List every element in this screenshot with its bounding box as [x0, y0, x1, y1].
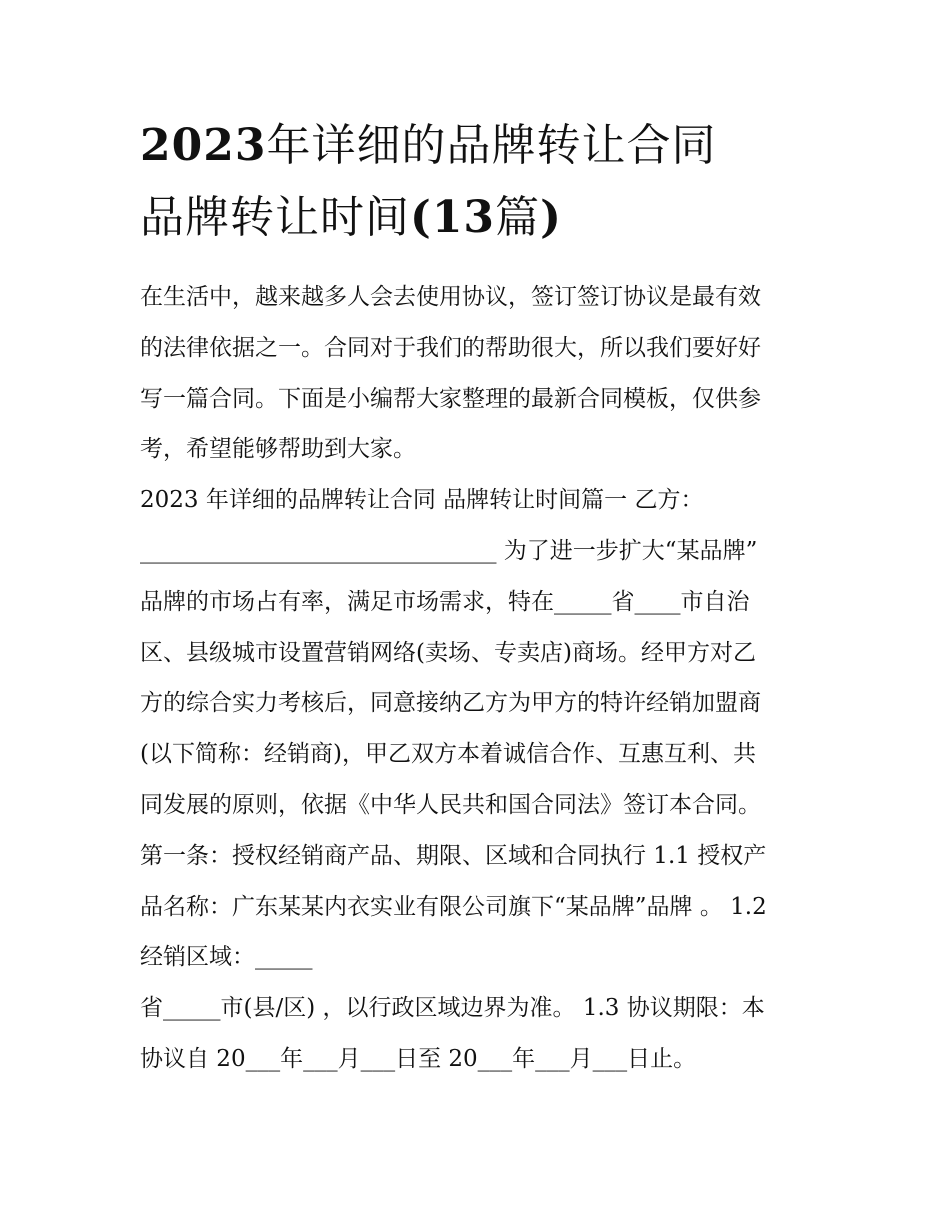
title-year: 2023 [140, 120, 267, 171]
text-line: 的法律依据之一。合同对于我们的帮助很大，所以我们要好好 [140, 334, 761, 361]
title-count-close: ) [540, 192, 562, 243]
text-line: 在生活中，越来越多人会去使用协议，签订签订协议是最有效 [140, 284, 761, 310]
term-paragraph [140, 983, 820, 1085]
text-line: 方的综合实力考核后，同意接纳乙方为甲方的特许经销加盟商 [140, 690, 761, 717]
document-page [140, 110, 820, 1085]
title-text-1: 年详细的品牌转让合同 [266, 120, 717, 171]
document-title [140, 110, 820, 254]
title-count-open: (13 [410, 192, 496, 243]
text-line: 第一条：授权经销商产品、期限、区域和合同执行 1.1 授权产 [140, 842, 767, 869]
text-line: 品名称：广东某某内衣实业有限公司旗下“某品牌”品牌 。 1.2 [140, 893, 767, 920]
document-body [140, 272, 820, 1085]
title-count-unit: 篇 [495, 192, 541, 243]
contract-paragraph [140, 475, 820, 983]
text-line: _______________________________ 为了进一步扩大“某品牌” [140, 537, 758, 564]
text-line: (以下简称：经销商)，甲乙双方本着诚信合作、互惠互利、共 [140, 741, 756, 768]
title-line-1 [140, 110, 820, 182]
text-line: 省_____市(县/区) ，以行政区域边界为准。 1.3 协议期限：本 [140, 995, 765, 1022]
text-line: 同发展的原则，依据《中华人民共和国合同法》签订本合同。 [140, 791, 761, 818]
text-line: 区、县级城市设置营销网络(卖场、专卖店)商场。经甲方对乙 [140, 639, 756, 666]
text-line: 2023 年详细的品牌转让合同 品牌转让时间篇一 乙方： [140, 487, 704, 514]
text-line: 考，希望能够帮助到大家。 [140, 436, 416, 463]
text-line: 品牌的市场占有率，满足市场需求，特在_____省____市自治 [140, 588, 750, 615]
title-text-2: 品牌转让时间 [140, 192, 410, 243]
text-line: 写一篇合同。下面是小编帮大家整理的最新合同模板，仅供参 [140, 385, 761, 412]
title-line-2 [140, 182, 820, 254]
text-line: 经销区域：_____ [140, 944, 313, 971]
text-line: 协议自 20___年___月___日至 20___年___月___日止。 [140, 1045, 697, 1072]
intro-paragraph [140, 272, 820, 475]
